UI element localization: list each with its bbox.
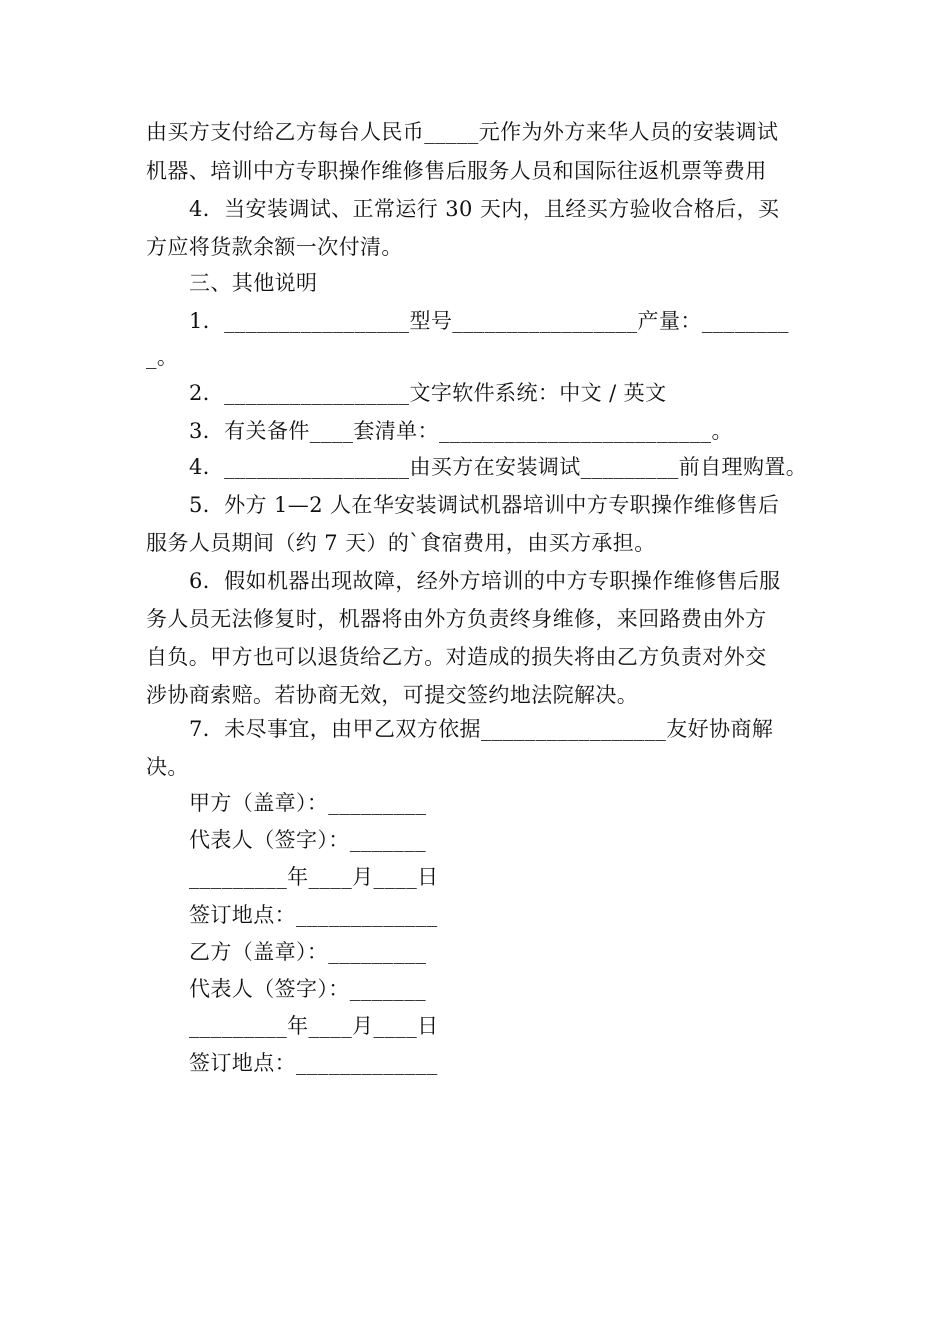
section-heading: 三、其他说明 (189, 271, 318, 295)
text-line: 决。 (146, 755, 189, 779)
text-line: 3．有关备件____套清单：_________________________。 (189, 419, 733, 443)
text-line: 服务人员期间（约 7 天）的`食宿费用，由买方承担。 (146, 531, 656, 555)
text-line: 4．当安装调试、正常运行 30 天内，且经买方验收合格后，买 (189, 197, 780, 221)
text-line: 7．未尽事宜，由甲乙双方依据_________________友好协商解 (189, 717, 774, 741)
text-line: 机器、培训中方专职操作维修售后服务人员和国际往返机票等费用 (146, 159, 767, 183)
signature-field-party-b-seal: 乙方（盖章）：_________ (189, 940, 427, 964)
text-line: 务人员无法修复时，机器将由外方负责终身维修，来回路费由外方 (146, 607, 767, 631)
signature-field-party-b-representative: 代表人（签字）：_______ (189, 977, 426, 1001)
signature-field-party-b-date: _________年____月____日 (189, 1014, 439, 1038)
text-line: _。 (146, 345, 179, 369)
text-line: 1．_________________型号_________________产量：________ (189, 309, 789, 333)
text-line: 由买方支付给乙方每台人民币_____元作为外方来华人员的安装调试 (146, 120, 779, 144)
signature-field-party-a-representative: 代表人（签字）：_______ (189, 828, 426, 852)
text-line: 5．外方 1—2 人在华安装调试机器培训中方专职操作维修售后 (189, 493, 780, 517)
text-line: 2．_________________文字软件系统：中文 / 英文 (189, 381, 667, 405)
text-line: 涉协商索赔。若协商无效，可提交签约地法院解决。 (146, 683, 639, 707)
text-line: 方应将货款余额一次付清。 (146, 235, 403, 259)
signature-field-party-b-place: 签订地点：_____________ (189, 1051, 438, 1075)
signature-field-party-a-date: _________年____月____日 (189, 865, 439, 889)
text-line: 6．假如机器出现故障，经外方培训的中方专职操作维修售后服 (189, 569, 781, 593)
signature-field-party-a-place: 签订地点：_____________ (189, 903, 438, 927)
signature-field-party-a-seal: 甲方（盖章）：_________ (189, 791, 427, 815)
text-line: 自负。甲方也可以退货给乙方。对造成的损失将由乙方负责对外交 (146, 645, 767, 669)
text-line: 4．_________________由买方在安装调试_________前自理购置。 (189, 455, 808, 479)
